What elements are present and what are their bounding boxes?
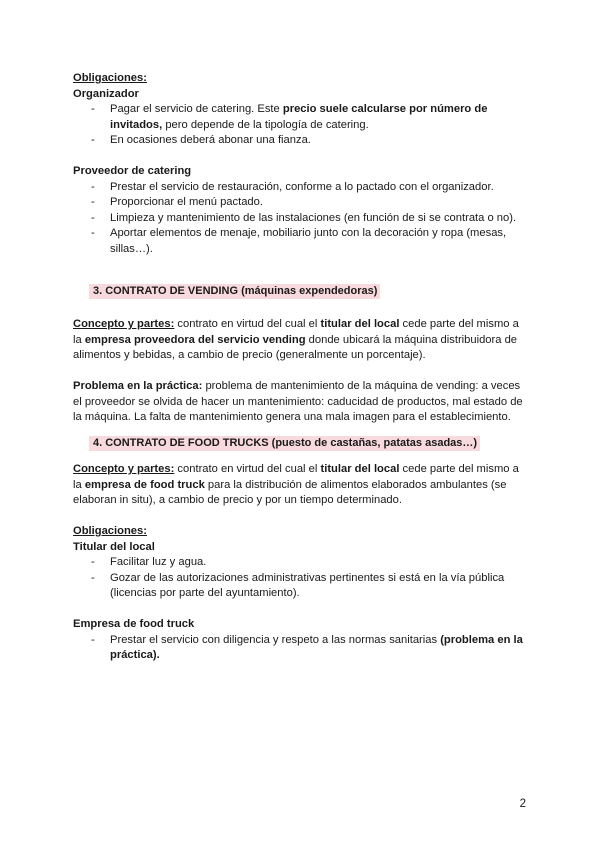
list-item: - Proporcionar el menú pactado. bbox=[110, 195, 529, 211]
list-item: - Prestar el servicio de restauración, conforme a lo pactado con el organizador. bbox=[110, 180, 529, 196]
list-item: - Pagar el servicio de catering. Este precio suele calcularse por número de invitados, pero depende de la tipología de catering. bbox=[110, 102, 529, 133]
vending-concepto-paragraph: Concepto y partes: contrato en virtud del cual el titular del local cede parte del mismo a la empresa proveedora del servicio vending donde ubicará la máquina distribuidora de alimentos y bebidas, a cambio de precio (generalmente un porcentaje). bbox=[73, 318, 519, 362]
obligaciones-heading: Obligaciones: bbox=[73, 72, 147, 84]
proveedor-list bbox=[73, 180, 529, 258]
list-item: - En ocasiones deberá abonar una fianza. bbox=[110, 133, 529, 149]
organizador-list bbox=[73, 102, 529, 149]
foodtruck-concepto-paragraph: Concepto y partes: contrato en virtud del cual el titular del local cede parte del mismo a la empresa de food truck para la distribución de alimentos elaborados ambulantes (se elaboran in situ), a cambio de precio y por un tiempo determinado. bbox=[73, 463, 519, 507]
vending-problema-paragraph: Problema en la práctica: problema de mantenimiento de la máquina de vending: a veces el proveedor se olvida de hacer un mantenimiento: caducidad de productos, mal estado de la máquina. La falta de mantenimiento genera una mala imagen para el establecimiento. bbox=[73, 379, 523, 424]
empresa-heading: Empresa de food truck bbox=[73, 618, 195, 631]
proveedor-heading: Proveedor de catering bbox=[73, 164, 192, 177]
section-4-title: 4. CONTRATO DE FOOD TRUCKS (puesto de castañas, patatas asadas…) bbox=[89, 436, 480, 452]
page-number: 2 bbox=[519, 798, 526, 810]
obligaciones-heading-2: Obligaciones: bbox=[73, 525, 147, 538]
list-item: - Gozar de las autorizaciones administrativas pertinentes si está en la vía pública (licencias por parte del ayuntamiento). bbox=[110, 571, 529, 602]
titular-list bbox=[73, 555, 529, 602]
section-3-title: 3. CONTRATO DE VENDING (máquinas expendedoras) bbox=[89, 284, 380, 300]
organizador-heading: Organizador bbox=[73, 87, 139, 100]
list-item: - Aportar elementos de menaje, mobiliario junto con la decoración y ropa (mesas, sillas…). bbox=[110, 226, 529, 257]
empresa-list bbox=[73, 633, 529, 664]
list-item: - Limpieza y mantenimiento de las instalaciones (en función de si se contrata o no). bbox=[110, 211, 529, 227]
list-item: - Facilitar luz y agua. bbox=[110, 555, 529, 571]
list-item: - Prestar el servicio con diligencia y respeto a las normas sanitarias (problema en la práctica). bbox=[110, 633, 529, 664]
document-page bbox=[73, 71, 529, 664]
titular-heading: Titular del local bbox=[73, 540, 155, 553]
